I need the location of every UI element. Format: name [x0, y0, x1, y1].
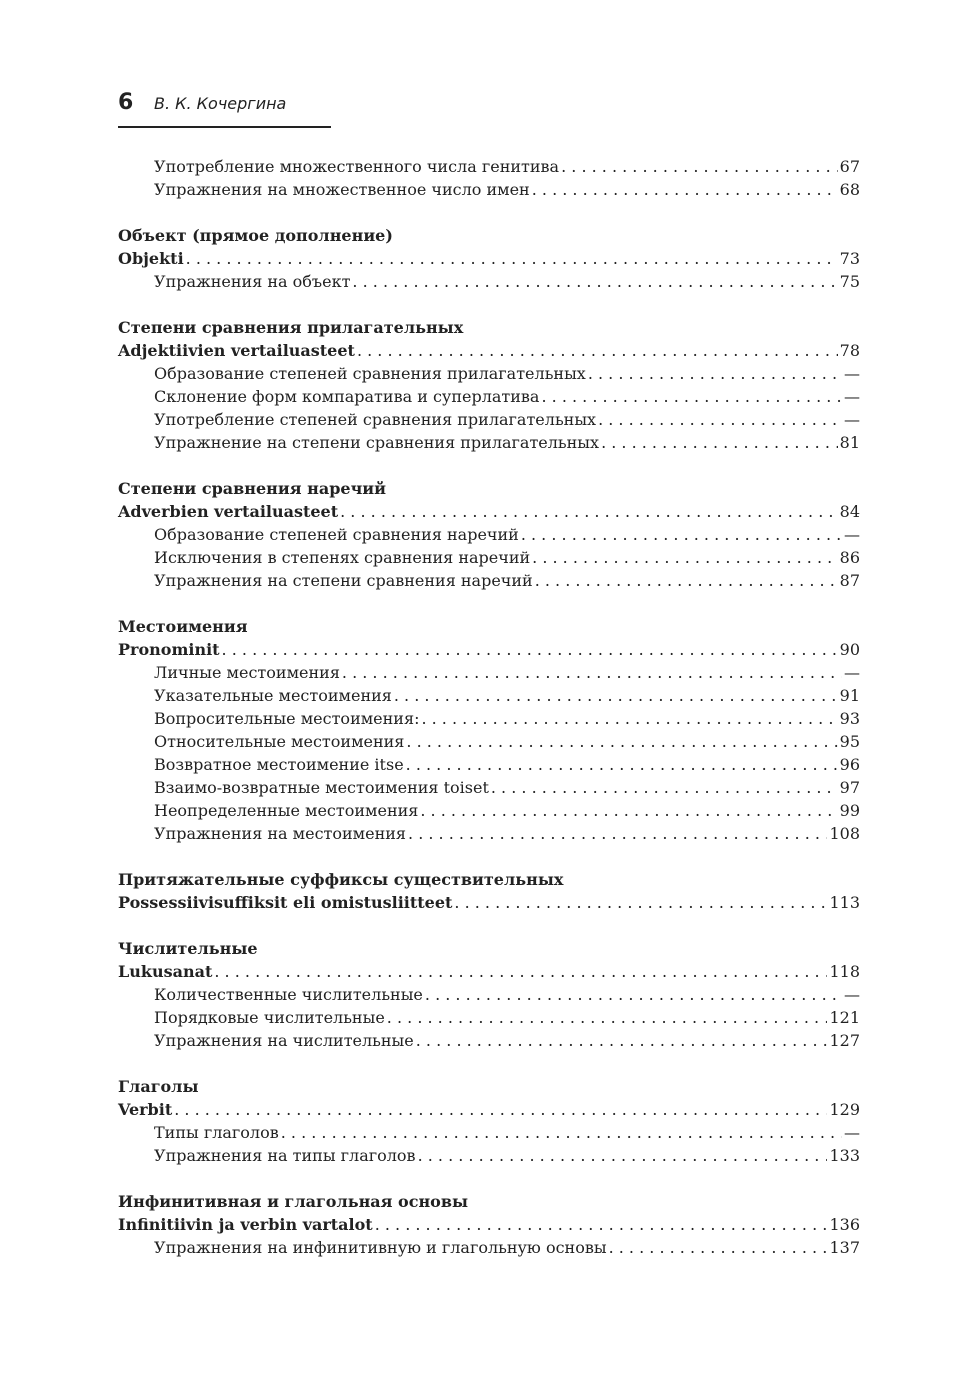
toc-main-entry: [118, 1213, 860, 1236]
toc-entry-title: Образование степеней сравнения наречий: [154, 525, 519, 544]
toc-subentry: [118, 707, 860, 730]
toc-subentry: [118, 408, 860, 431]
toc-page-number: 93: [839, 709, 860, 728]
toc-page-number: 99: [839, 801, 860, 820]
toc-page-number: 81: [839, 433, 860, 452]
toc-main-entry: [118, 500, 860, 523]
dot-leader: [420, 799, 837, 822]
dot-leader: [418, 1144, 828, 1167]
toc-page-number: 75: [839, 272, 860, 291]
dot-leader: [416, 1029, 828, 1052]
toc-page-number: 96: [839, 755, 860, 774]
toc-section: [118, 224, 860, 293]
section-heading: Инфинитивная и глагольная основы: [118, 1192, 468, 1211]
section-heading: Степени сравнения прилагательных: [118, 318, 464, 337]
toc-entry-title: Типы глаголов: [154, 1123, 279, 1142]
toc-entry-title: Неопределенные местоимения: [154, 801, 419, 820]
toc-page-number: —: [844, 663, 860, 682]
toc-page-number: 108: [829, 824, 860, 843]
dot-leader: [588, 362, 842, 385]
toc-main-entry: [118, 891, 860, 914]
toc-subentry: [118, 983, 860, 1006]
dot-leader: [425, 983, 842, 1006]
dot-leader: [214, 960, 827, 983]
toc-page-number: —: [844, 364, 860, 383]
toc-entry-title: Личные местоимения: [154, 663, 340, 682]
toc-page-number: 78: [839, 341, 860, 360]
section-heading: Объект (прямое дополнение): [118, 226, 393, 245]
toc-subentry: [118, 776, 860, 799]
toc-entry-title: Adverbien vertailuasteet: [118, 502, 339, 521]
dot-leader: [521, 523, 842, 546]
dot-leader: [609, 1236, 828, 1259]
toc-subentry: [118, 1006, 860, 1029]
toc-entry-title: Упражнения на инфинитивную и глагольную основы: [154, 1238, 607, 1257]
toc-page-number: —: [844, 1123, 860, 1142]
toc-main-entry: [118, 638, 860, 661]
toc-section: [118, 615, 860, 845]
toc-entry-title: Упражнения на степени сравнения наречий: [154, 571, 533, 590]
dot-leader: [342, 661, 842, 684]
toc-entry-title: Упражнения на числительные: [154, 1031, 414, 1050]
toc-entry-title: Infinitiivin ja verbin vartalot: [118, 1215, 373, 1234]
author-name: В. К. Кочергина: [154, 94, 287, 113]
toc-subentry: [118, 1029, 860, 1052]
toc-entry-title: Adjektiivien vertailuasteet: [118, 341, 355, 360]
toc-subentry: [118, 270, 860, 293]
toc-entry-title: Возвратное местоимение itse: [154, 755, 404, 774]
dot-leader: [541, 385, 842, 408]
dot-leader: [394, 684, 838, 707]
toc-page-number: 90: [839, 640, 860, 659]
toc-subentry: [118, 684, 860, 707]
toc-page-number: 67: [839, 157, 860, 176]
toc-subentry: [118, 1144, 860, 1167]
toc-entry-title: Objekti: [118, 249, 184, 268]
toc-entry-title: Образование степеней сравнения прилагательных: [154, 364, 586, 383]
toc-entry-title: Verbit: [118, 1100, 173, 1119]
toc-entry-title: Упражнения на множественное число имен: [154, 180, 530, 199]
toc-subentry: [118, 1121, 860, 1144]
toc-page-number: 113: [829, 893, 860, 912]
dot-leader: [408, 822, 827, 845]
toc-entry-title: Упражнения на объект: [154, 272, 351, 291]
toc-section: [118, 316, 860, 454]
toc-entry-title: Исключения в степенях сравнения наречий: [154, 548, 531, 567]
toc-page-number: 133: [829, 1146, 860, 1165]
dot-leader: [406, 730, 837, 753]
toc-entry-title: Порядковые числительные: [154, 1008, 385, 1027]
toc-entry-title: Указательные местоимения: [154, 686, 392, 705]
toc-page-number: 95: [839, 732, 860, 751]
toc-subentry: [118, 822, 860, 845]
dot-leader: [532, 178, 838, 201]
toc-entry-title: Упражнение на степени сравнения прилагательных: [154, 433, 600, 452]
toc-subentry: [118, 155, 860, 178]
running-header: [118, 88, 331, 128]
section-heading: Числительные: [118, 939, 258, 958]
toc-page-number: 97: [839, 778, 860, 797]
toc-page-number: 136: [829, 1215, 860, 1234]
dot-leader: [222, 638, 838, 661]
toc-subentry: [118, 523, 860, 546]
toc-main-entry: [118, 339, 860, 362]
toc-section: [118, 868, 860, 914]
toc-subentry: [118, 546, 860, 569]
toc-entry-title: Упражнения на местоимения: [154, 824, 407, 843]
toc-subentry: [118, 178, 860, 201]
dot-leader: [535, 569, 838, 592]
toc-page-number: 91: [839, 686, 860, 705]
section-heading: Местоимения: [118, 617, 248, 636]
dot-leader: [406, 753, 838, 776]
toc-entry-title: Количественные числительные: [154, 985, 423, 1004]
dot-leader: [532, 546, 837, 569]
toc-page-number: 84: [839, 502, 860, 521]
toc-page-number: —: [844, 525, 860, 544]
toc-subentry: [118, 385, 860, 408]
toc-section: [118, 937, 860, 1052]
toc-main-entry: [118, 960, 860, 983]
toc-entry-title: Possessiivisuffiksit eli omistusliitteet: [118, 893, 453, 912]
toc-entry-title: Упражнения на типы глаголов: [154, 1146, 416, 1165]
toc-subentry: [118, 431, 860, 454]
toc-entry-title: Склонение форм компаратива и суперлатива: [154, 387, 540, 406]
dot-leader: [387, 1006, 828, 1029]
dot-leader: [598, 408, 842, 431]
toc-page-number: 121: [829, 1008, 860, 1027]
toc-main-entry: [118, 247, 860, 270]
toc-page-number: —: [844, 985, 860, 1004]
toc-entry-title: Употребление степеней сравнения прилагательных: [154, 410, 597, 429]
dot-leader: [281, 1121, 842, 1144]
toc-page-number: 129: [829, 1100, 860, 1119]
toc-section: [118, 477, 860, 592]
dot-leader: [601, 431, 838, 454]
dot-leader: [357, 339, 838, 362]
dot-leader: [421, 707, 837, 730]
toc-subentry: [118, 799, 860, 822]
toc-section: [118, 1190, 860, 1259]
toc-subentry: [118, 661, 860, 684]
page-number: 6: [118, 90, 134, 115]
toc-entry-title: Вопросительные местоимения:: [154, 709, 420, 728]
toc-subentry: [118, 1236, 860, 1259]
toc-subentry: [118, 362, 860, 385]
toc-page-number: 73: [839, 249, 860, 268]
toc-subentry: [118, 753, 860, 776]
dot-leader: [352, 270, 837, 293]
table-of-contents: [118, 155, 860, 1282]
toc-entry-title: Pronominit: [118, 640, 220, 659]
dot-leader: [454, 891, 827, 914]
toc-page-number: 86: [839, 548, 860, 567]
toc-page-number: 87: [839, 571, 860, 590]
dot-leader: [375, 1213, 828, 1236]
toc-page-number: —: [844, 410, 860, 429]
toc-page-number: 127: [829, 1031, 860, 1050]
section-heading: Глаголы: [118, 1077, 199, 1096]
dot-leader: [174, 1098, 827, 1121]
dot-leader: [340, 500, 838, 523]
toc-continued-entries: [118, 155, 860, 201]
toc-page-number: 137: [829, 1238, 860, 1257]
toc-subentry: [118, 730, 860, 753]
toc-entry-title: Относительные местоимения: [154, 732, 405, 751]
toc-page-number: 68: [839, 180, 860, 199]
dot-leader: [561, 155, 838, 178]
dot-leader: [491, 776, 838, 799]
toc-entry-title: Взаимо-возвратные местоимения toiset: [154, 778, 489, 797]
dot-leader: [186, 247, 838, 270]
section-heading: Притяжательные суффиксы существительных: [118, 870, 564, 889]
toc-entry-title: Lukusanat: [118, 962, 213, 981]
toc-entry-title: Употребление множественного числа генитива: [154, 157, 560, 176]
toc-main-entry: [118, 1098, 860, 1121]
toc-page-number: —: [844, 387, 860, 406]
section-heading: Степени сравнения наречий: [118, 479, 387, 498]
toc-section: [118, 1075, 860, 1167]
toc-page-number: 118: [829, 962, 860, 981]
toc-subentry: [118, 569, 860, 592]
